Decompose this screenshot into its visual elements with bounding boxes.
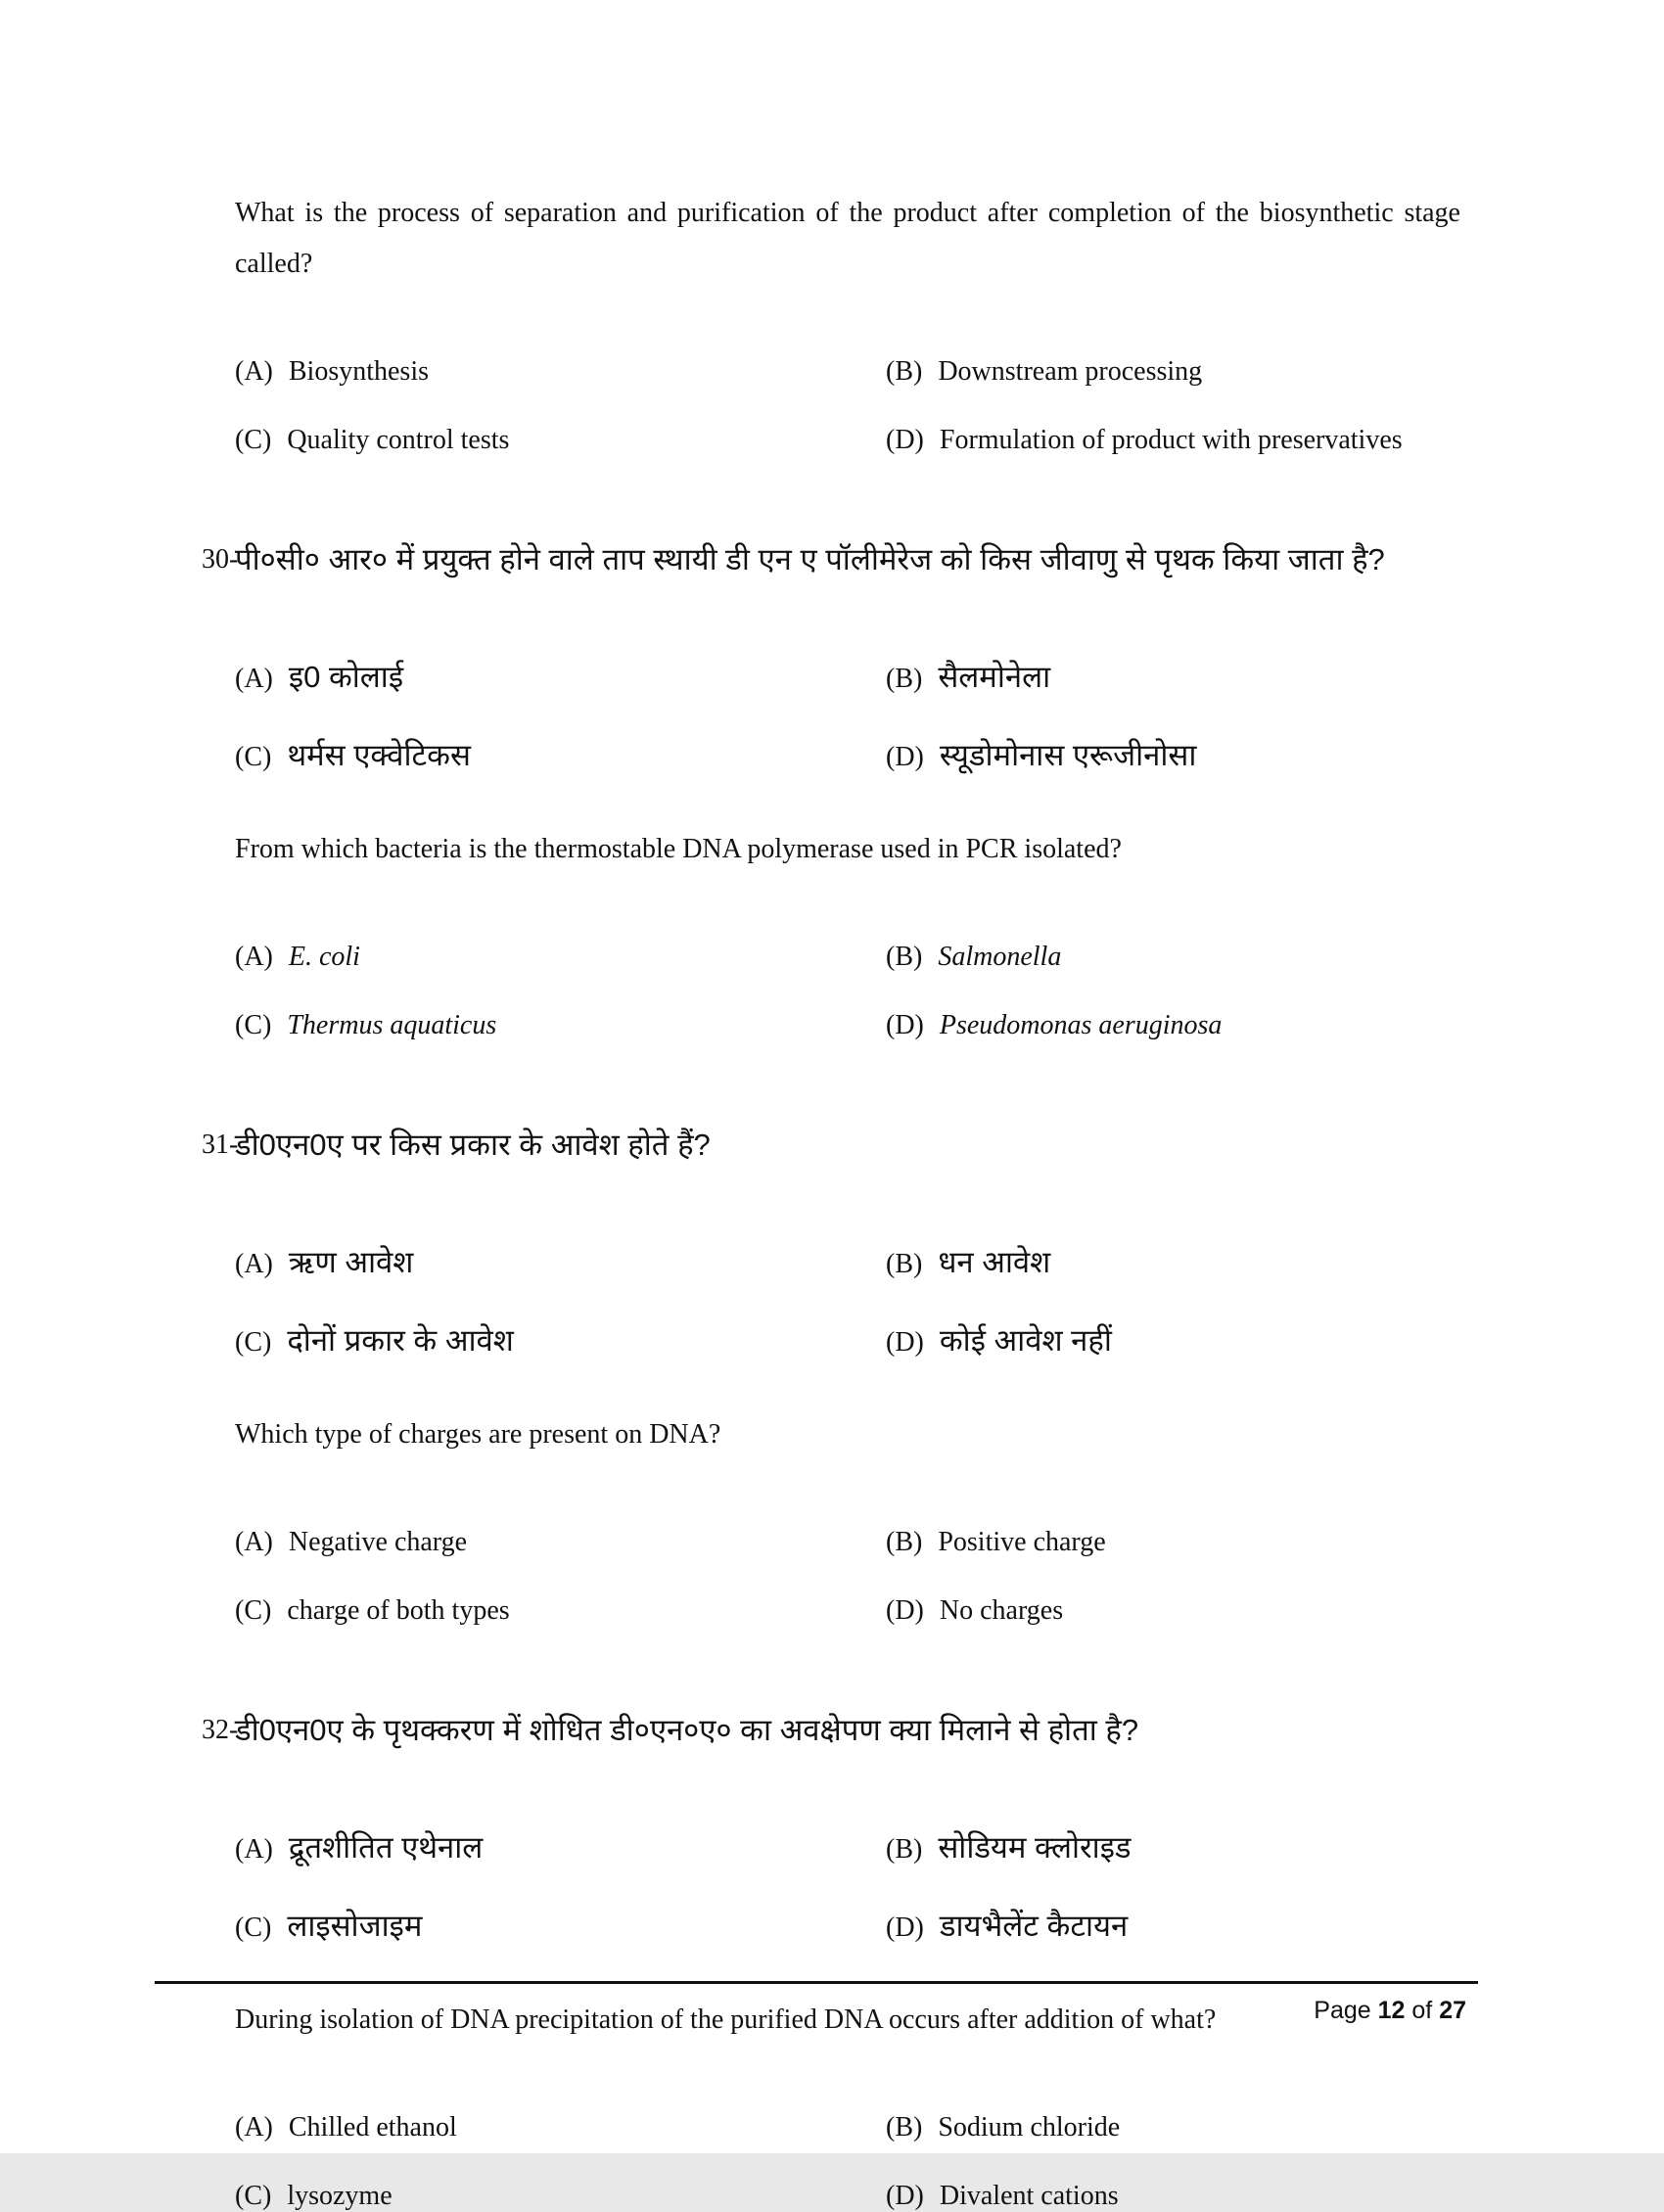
options-grid <box>235 904 1460 1041</box>
option-label: (C) <box>235 1010 272 1040</box>
footer-divider <box>155 1981 1478 1984</box>
options-grid <box>235 1789 1460 1946</box>
option-label: (D) <box>886 425 924 455</box>
option-label: (D) <box>886 742 924 772</box>
option-text: Salmonella <box>938 942 1062 972</box>
option-text: Downstream processing <box>938 356 1203 387</box>
answer-option <box>886 1319 1460 1360</box>
question-number: 31- <box>202 1129 239 1160</box>
footer-of-word: of <box>1411 1997 1433 2024</box>
option-label: (C) <box>235 2181 272 2211</box>
answer-option <box>235 942 886 973</box>
answer-option <box>235 1527 886 1558</box>
option-text: Formulation of product with preservatives <box>939 425 1403 455</box>
answer-option <box>235 1905 886 1946</box>
options-grid <box>235 619 1460 775</box>
footer-page-total: 27 <box>1439 1997 1466 2024</box>
option-text: Chilled ethanol <box>288 2112 457 2143</box>
answer-option <box>886 1905 1460 1946</box>
option-label: (D) <box>886 1595 924 1626</box>
answer-option <box>235 1826 886 1867</box>
question-body: डी0एन0ए के पृथक्करण में शोधित डी०एन०ए० का अवक्षेपण क्या मिलाने से होता है? <box>235 1713 1139 1747</box>
question-body: From which bacteria is the thermostable DNA polymerase used in PCR isolated? <box>235 834 1122 864</box>
question-list <box>202 188 1460 2212</box>
option-label: (C) <box>235 1595 272 1626</box>
option-text: थर्मस एक्वेटिकस <box>287 738 471 772</box>
option-text: द्रूतशीतित एथेनाल <box>288 1830 484 1865</box>
question-number: 30- <box>202 544 239 575</box>
option-label: (A) <box>235 2112 273 2143</box>
option-label: (B) <box>886 1249 923 1279</box>
page-number-footer <box>155 1997 1466 2025</box>
answer-option <box>235 425 886 456</box>
option-text: Divalent cations <box>939 2181 1119 2211</box>
question-text <box>235 1409 1460 1460</box>
options-grid <box>235 1204 1460 1360</box>
answer-option <box>886 942 1460 973</box>
answer-option <box>886 1595 1460 1627</box>
option-label: (C) <box>235 425 272 455</box>
option-text: ऋण आवेश <box>288 1245 414 1279</box>
question-block <box>202 1701 1460 1946</box>
option-label: (A) <box>235 1527 273 1557</box>
option-text: lysozyme <box>287 2181 393 2211</box>
answer-option <box>886 1010 1460 1041</box>
option-text: E. coli <box>288 942 360 972</box>
option-text: Thermus aquaticus <box>287 1010 497 1040</box>
option-label: (C) <box>235 1327 272 1358</box>
option-label: (B) <box>886 664 923 694</box>
footer-page-current: 12 <box>1377 1997 1406 2024</box>
option-label: (A) <box>235 942 273 972</box>
option-label: (D) <box>886 1912 924 1943</box>
question-block <box>202 1116 1460 1360</box>
answer-option <box>235 1595 886 1627</box>
question-body: Which type of charges are present on DNA? <box>235 1419 721 1450</box>
answer-option <box>886 734 1460 775</box>
question-text <box>202 1701 1460 1760</box>
question-body: पी०सी० आर० में प्रयुक्त होने वाले ताप स्थायी डी एन ए पॉलीमेरेज को किस जीवाणु से पृथक किया जाता है? <box>235 542 1385 576</box>
option-text: सोडियम क्लोराइड <box>938 1830 1132 1865</box>
option-text: Positive charge <box>938 1527 1106 1557</box>
option-text: सैलमोनेला <box>938 660 1051 694</box>
question-block <box>235 1995 1460 2212</box>
option-text: इ0 कोलाई <box>288 660 404 694</box>
question-block <box>235 824 1460 1041</box>
answer-option <box>235 2181 886 2212</box>
answer-option <box>886 656 1460 697</box>
answer-option <box>235 1319 886 1360</box>
option-text: No charges <box>939 1595 1064 1626</box>
option-text: लाइसोजाइम <box>287 1909 423 1943</box>
answer-option <box>886 2181 1460 2212</box>
option-label: (A) <box>235 664 273 694</box>
option-text: Pseudomonas aeruginosa <box>939 1010 1223 1040</box>
options-grid <box>235 1490 1460 1627</box>
option-label: (A) <box>235 356 273 387</box>
option-text: कोई आवेश नहीं <box>939 1323 1112 1358</box>
option-label: (B) <box>886 356 923 387</box>
answer-option <box>886 425 1460 456</box>
question-block <box>235 188 1460 456</box>
answer-option <box>235 1010 886 1041</box>
answer-option <box>235 2112 886 2143</box>
option-text: Quality control tests <box>287 425 510 455</box>
option-label: (C) <box>235 1912 272 1943</box>
question-text <box>235 824 1460 875</box>
options-grid <box>235 319 1460 456</box>
footer-page-word: Page <box>1314 1997 1371 2024</box>
option-label: (B) <box>886 2112 923 2143</box>
question-body: During isolation of DNA precipitation of the purified DNA occurs after addition of what? <box>235 2005 1217 2035</box>
option-label: (B) <box>886 942 923 972</box>
option-text: धन आवेश <box>938 1245 1051 1279</box>
option-text: डायभैलेंट कैटायन <box>939 1909 1129 1943</box>
option-label: (D) <box>886 2181 924 2211</box>
option-text: दोनों प्रकार के आवेश <box>287 1323 514 1358</box>
option-text: charge of both types <box>287 1595 510 1626</box>
question-block <box>202 530 1460 775</box>
question-body: डी0एन0ए पर किस प्रकार के आवेश होते हैं? <box>235 1128 711 1162</box>
question-text <box>202 530 1460 589</box>
answer-option <box>886 2112 1460 2143</box>
option-label: (C) <box>235 742 272 772</box>
answer-option <box>886 1241 1460 1282</box>
option-label: (A) <box>235 1249 273 1279</box>
option-label: (A) <box>235 1834 273 1865</box>
question-text <box>235 188 1460 290</box>
question-text <box>202 1116 1460 1175</box>
option-label: (B) <box>886 1834 923 1865</box>
answer-option <box>886 1826 1460 1867</box>
answer-option <box>886 356 1460 388</box>
option-label: (B) <box>886 1527 923 1557</box>
question-body: What is the process of separation and purification of the product after completion of the biosynthetic stage called? <box>235 198 1460 279</box>
answer-option <box>235 356 886 388</box>
option-text: Sodium chloride <box>938 2112 1121 2143</box>
answer-option <box>235 1241 886 1282</box>
question-number: 32- <box>202 1715 239 1745</box>
option-label: (D) <box>886 1327 924 1358</box>
question-block <box>235 1409 1460 1627</box>
options-grid <box>235 2075 1460 2212</box>
option-text: Negative charge <box>288 1527 468 1557</box>
answer-option <box>235 734 886 775</box>
answer-option <box>886 1527 1460 1558</box>
option-text: स्यूडोमोनास एरूजीनोसा <box>939 738 1197 772</box>
option-text: Biosynthesis <box>288 356 430 387</box>
answer-option <box>235 656 886 697</box>
option-label: (D) <box>886 1010 924 1040</box>
